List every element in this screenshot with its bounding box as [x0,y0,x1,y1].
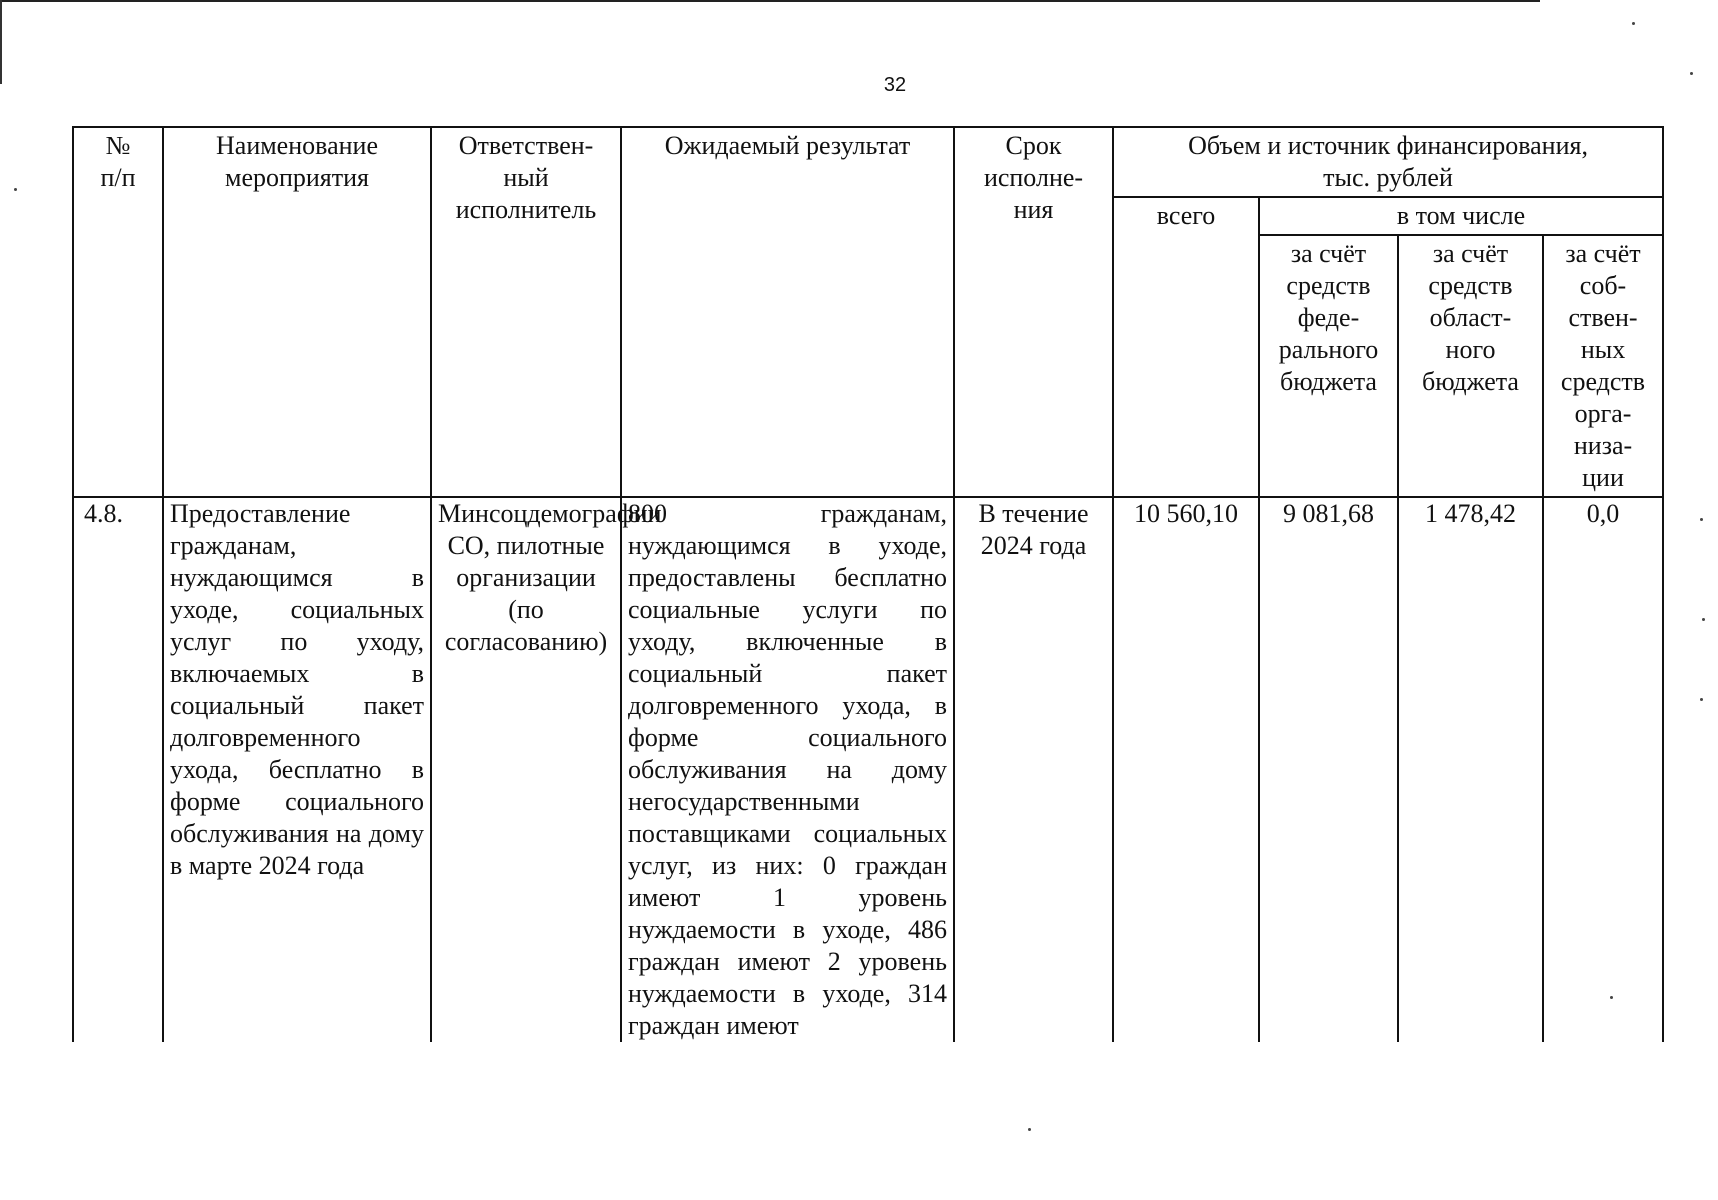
header-responsible: Ответствен- ный исполнитель [431,127,621,497]
header-own: за счёт соб- ствен- ных средств орга- низа- ции [1543,235,1663,497]
header-funding: Объем и источник финансирования, тыс. рублей [1113,127,1663,197]
cell-name: Предоставление гражданам, нуждающимся в уходе, социальных услуг по уходу, включаемых в социальный пакет долговременного ухода, бесплатно в форме социального обслуживания на дому в марте 2024 года [163,497,431,1042]
scan-speck [14,188,17,191]
header-including: в том числе [1259,197,1663,235]
table-row [73,497,1663,1042]
cell-num: 4.8. [73,497,163,1042]
scan-speck [1028,1128,1031,1131]
cell-term: В течение 2024 года [954,497,1113,1042]
header-regional: за счёт средств област- ного бюджета [1398,235,1543,497]
scan-edge-left [0,0,2,84]
header-name: Наименование мероприятия [163,127,431,497]
page-number: 32 [883,74,907,96]
scan-speck [1702,618,1705,621]
header-total: всего [1113,197,1259,497]
scan-speck [1700,698,1703,701]
cell-federal: 9 081,68 [1259,497,1398,1042]
scan-speck [1700,518,1703,521]
header-term: Срок исполне- ния [954,127,1113,497]
scan-edge-top [0,0,1540,2]
scan-speck [1632,22,1635,25]
header-result: Ожидаемый результат [621,127,954,497]
header-num: № п/п [73,127,163,497]
cell-responsible: Минсоцдемографии СО, пилотные организации (по согласованию) [431,497,621,1042]
measures-table [72,126,1664,1042]
cell-total: 10 560,10 [1113,497,1259,1042]
cell-own: 0,0 [1543,497,1663,1042]
cell-result: 800 гражданам, нуждающимся в уходе, предоставлены бесплатно социальные услуги по уходу, включенные в социальный пакет долговременного ухода, в форме социального обслуживания на дому негосударственными поставщиками социальных услуг, из них: 0 граждан имеют 1 уровень нуждаемости в уходе, 486 граждан имеют 2 уровень нуждаемости в уходе, 314 граждан имеют [621,497,954,1042]
header-federal: за счёт средств феде- рального бюджета [1259,235,1398,497]
cell-regional: 1 478,42 [1398,497,1543,1042]
